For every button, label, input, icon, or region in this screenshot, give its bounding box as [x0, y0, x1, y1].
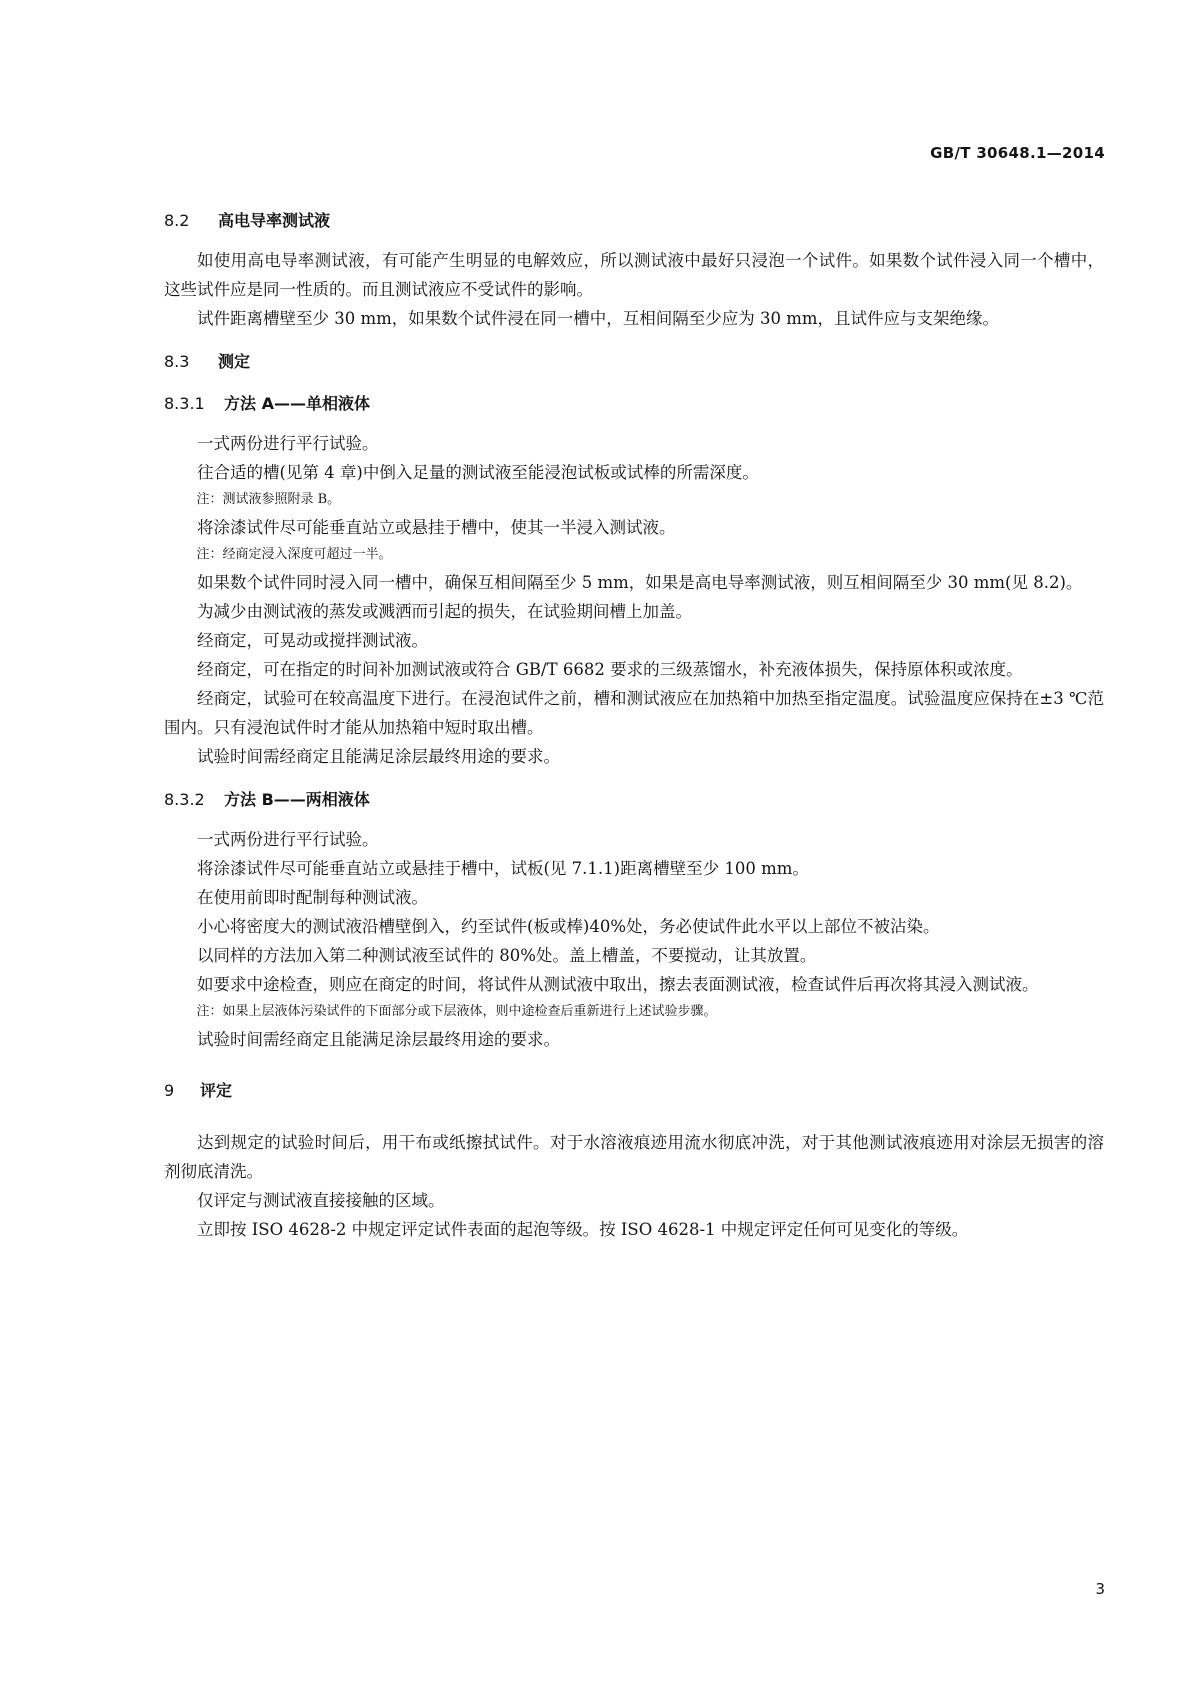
- paragraph: 经商定，可晃动或搅拌测试液。: [197, 631, 428, 650]
- paragraph: 一式两份进行平行试验。: [197, 434, 379, 453]
- paragraph: 以同样的方法加入第二种测试液至试件的 80%处。盖上槽盖，不要搅动，让其放置。: [197, 946, 817, 965]
- section-number: 8.2: [164, 211, 190, 230]
- paragraph: 如使用高电导率测试液，有可能产生明显的电解效应，所以测试液中最好只浸泡一个试件。如果数个试件浸入同一个槽中，这些试件应是同一性质的。而且测试液应不受试件的影响。: [164, 251, 1104, 299]
- note: 注：测试液参照附录 B。: [196, 492, 341, 507]
- section-8-3-1-heading: [164, 391, 1104, 417]
- paragraph: 立即按 ISO 4628-2 中规定评定试件表面的起泡等级。按 ISO 4628-1 中规定评定任何可见变化的等级。: [197, 1220, 969, 1239]
- paragraph: 经商定，试验可在较高温度下进行。在浸泡试件之前，槽和测试液应在加热箱中加热至指定温度。试验温度应保持在±3 ℃范围内。只有浸泡试件时才能从加热箱中短时取出槽。: [164, 689, 1104, 737]
- page-content: [164, 208, 1104, 1244]
- paragraph: 经商定，可在指定的时间补加测试液或符合 GB/T 6682 要求的三级蒸馏水，补充液体损失，保持原体积或浓度。: [197, 660, 1023, 679]
- section-title: 方法 B——两相液体: [224, 790, 370, 809]
- document-id-header: GB/T 30648.1—2014: [930, 144, 1105, 162]
- paragraph: 如要求中途检查，则应在商定的时间，将试件从测试液中取出，擦去表面测试液，检查试件后再次将其浸入测试液。: [197, 975, 1039, 994]
- paragraph: 试件距离槽壁至少 30 mm，如果数个试件浸在同一槽中，互相间隔至少应为 30 mm，且试件应与支架绝缘。: [197, 309, 1000, 328]
- paragraph: 为减少由测试液的蒸发或溅洒而引起的损失，在试验期间槽上加盖。: [197, 602, 692, 621]
- section-title: 高电导率测试液: [218, 211, 331, 230]
- section-8-2-heading: [164, 208, 1104, 234]
- paragraph: 将涂漆试件尽可能垂直站立或悬挂于槽中，使其一半浸入测试液。: [197, 518, 676, 537]
- paragraph: 仅评定与测试液直接接触的区域。: [197, 1191, 445, 1210]
- page-number: 3: [1095, 1580, 1105, 1598]
- section-title: 评定: [200, 1081, 233, 1100]
- section-title: 测定: [218, 352, 251, 371]
- paragraph: 试验时间需经商定且能满足涂层最终用途的要求。: [197, 747, 560, 766]
- paragraph: 试验时间需经商定且能满足涂层最终用途的要求。: [197, 1030, 560, 1049]
- section-number: 8.3: [164, 352, 190, 371]
- paragraph: 一式两份进行平行试验。: [197, 830, 379, 849]
- note: 注：经商定浸入深度可超过一半。: [196, 547, 392, 562]
- paragraph: 在使用前即时配制每种测试液。: [197, 888, 428, 907]
- note: 注：如果上层液体污染试件的下面部分或下层液体，则中途检查后重新进行上述试验步骤。: [196, 1004, 717, 1019]
- section-8-3-heading: [164, 349, 1104, 375]
- paragraph: 小心将密度大的测试液沿槽壁倒入，约至试件(板或棒)40%处，务必使试件此水平以上部位不被沾染。: [197, 917, 940, 936]
- paragraph: 达到规定的试验时间后，用干布或纸擦拭试件。对于水溶液痕迹用流水彻底冲洗，对于其他测试液痕迹用对涂层无损害的溶剂彻底清洗。: [164, 1133, 1104, 1181]
- section-number: 9: [164, 1081, 175, 1100]
- section-8-3-2-heading: [164, 787, 1104, 813]
- paragraph: 往合适的槽(见第 4 章)中倒入足量的测试液至能浸泡试板或试棒的所需深度。: [197, 463, 759, 482]
- paragraph: 如果数个试件同时浸入同一槽中，确保互相间隔至少 5 mm，如果是高电导率测试液，则互相间隔至少 30 mm(见 8.2)。: [197, 573, 1083, 592]
- section-number: 8.3.2: [164, 790, 205, 809]
- section-9-heading: [164, 1078, 1104, 1104]
- section-title: 方法 A——单相液体: [224, 394, 370, 413]
- section-number: 8.3.1: [164, 394, 205, 413]
- paragraph: 将涂漆试件尽可能垂直站立或悬挂于槽中，试板(见 7.1.1)距离槽壁至少 100 mm。: [197, 859, 809, 878]
